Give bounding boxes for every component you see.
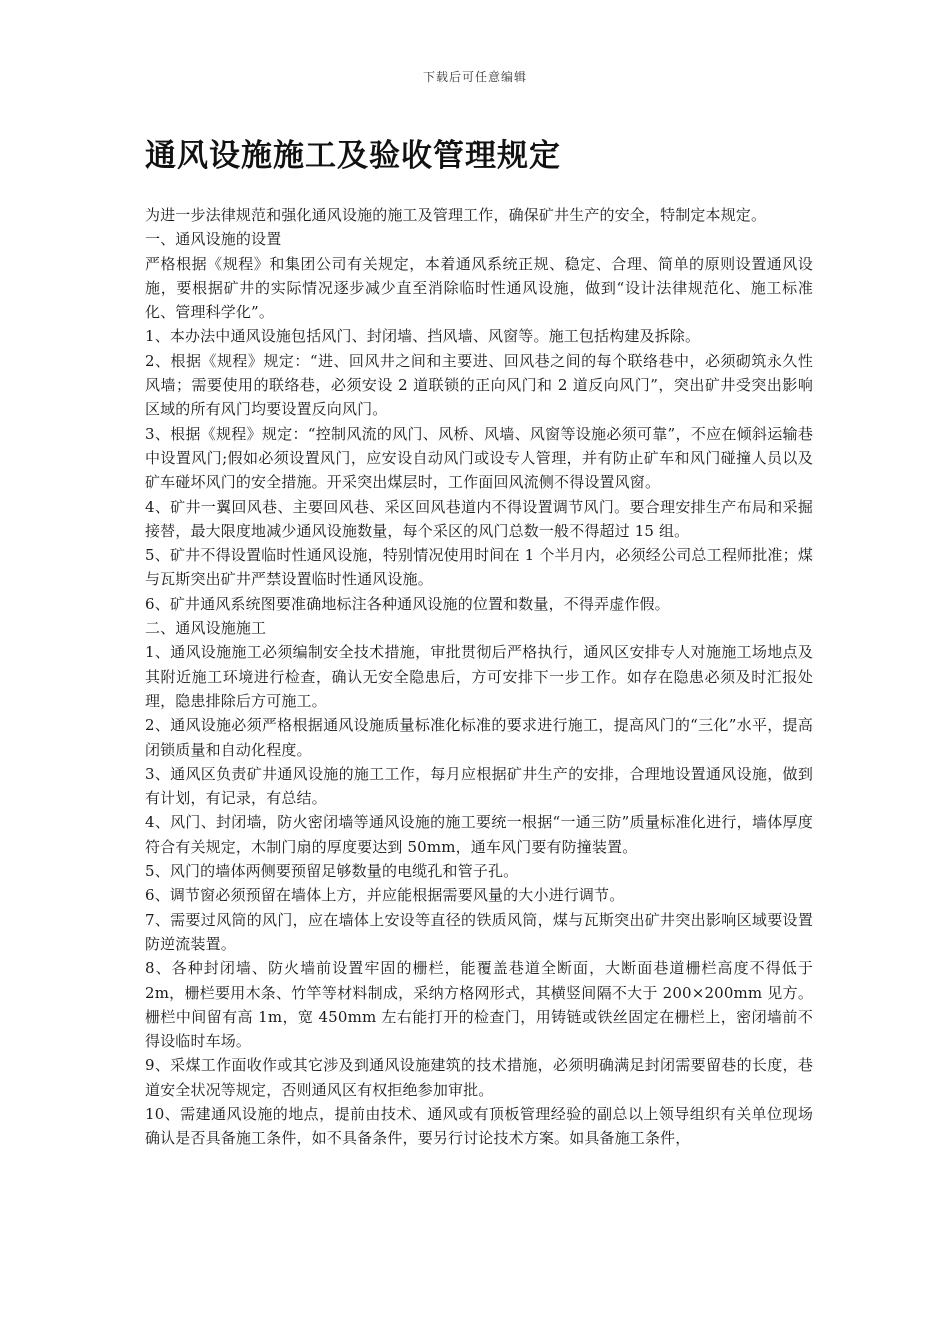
list-item: 2、根据《规程》规定：“进、回风井之间和主要进、回风巷之间的每个联络巷中，必须砌筑永久性风墙；需要使用的联络巷，必须安设 2 道联锁的正向风门和 2 道反向风门”，突出矿井受突出影响区域的所有风门均要设置反向风门。 (145, 351, 813, 419)
section-heading-1: 一、通风设施的设置 (145, 230, 282, 249)
list-item: 1、本办法中通风设施包括风门、封闭墙、挡风墙、风窗等。施工包括构建及拆除。 (145, 327, 701, 346)
intro-paragraph: 为进一步法律规范和强化通风设施的施工及管理工作，确保矿井生产的安全，特制定本规定。 (145, 206, 767, 224)
list-item: 6、调节窗必须预留在墙体上方，并应能根据需要风量的大小进行调节。 (145, 886, 625, 905)
list-item: 3、通风区负责矿井通风设施的施工工作，每月应根据矿井生产的安排，合理地设置通风设施，做到有计划，有记录，有总结。 (145, 764, 813, 808)
list-item: 4、风门、封闭墙，防火密闭墙等通风设施的施工要统一根据“一通三防”质量标准化进行，墙体厚度符合有关规定，木制门扇的厚度要达到 50mm，通车风门要有防撞装置。 (145, 813, 813, 856)
list-item: 5、风门的墙体两侧要预留足够数量的电缆孔和管子孔。 (145, 862, 519, 881)
list-item: 5、矿井不得设置临时性通风设施，特别情况使用时间在 1 个半月内，必须经公司总工程师批准；煤与瓦斯突出矿井严禁设置临时性通风设施。 (145, 546, 813, 589)
document-title: 通风设施施工及验收管理规定 (145, 138, 561, 174)
header-note: 下载后可任意编辑 (422, 70, 527, 84)
list-item: 3、根据《规程》规定：“控制风流的风门、风桥、风墙、风窗等设施必须可靠”，不应在倾斜运输巷中设置风门;假如必须设置风门，应安设自动风门或设专人管理，并有防止矿车和风门碰撞人员以及矿车碰坏风门的安全措施。开采突出煤层时，工作面回风流侧不得设置风窗。 (145, 424, 813, 492)
list-item: 6、矿井通风系统图要准确地标注各种通风设施的位置和数量，不得弄虚作假。 (145, 594, 670, 613)
list-item: 4、矿井一翼回风巷、主要回风巷、采区回风巷道内不得设置调节风门。要合理安排生产布局和采掘接替，最大限度地减少通风设施数量，每个采区的风门总数一般不得超过 15 组。 (145, 497, 813, 540)
list-item: 1、通风设施施工必须编制安全技术措施，审批贯彻后严格执行，通风区安排专人对施施工场地点及其附近施工环境进行检查，确认无安全隐患后，方可安排下一步工作。如存在隐患必须及时汇报处理，隐患排除后方可施工。 (145, 643, 813, 710)
list-item: 10、需建通风设施的地点，提前由技术、通风或有顶板管理经验的副总以上领导组织有关单位现场确认是否具备施工条件，如不具备条件，要另行讨论技术方案。如具备施工条件， (145, 1104, 813, 1148)
list-item: 9、采煤工作面收作或其它涉及到通风设施建筑的技术措施，必须明确满足封闭需要留巷的长度，巷道安全状况等规定，否则通风区有权拒绝参加审批。 (145, 1056, 813, 1099)
list-item: 2、通风设施必须严格根据通风设施质量标准化标准的要求进行施工，提高风门的“三化”水平，提高闭锁质量和自动化程度。 (145, 716, 813, 759)
section-heading-2: 二、通风设施施工 (145, 619, 267, 638)
paragraph: 严格根据《规程》和集团公司有关规定，本着通风系统正规、稳定、合理、简单的原则设置通风设施，要根据矿井的实际情况逐步减少直至消除临时性通风设施，做到“设计法律规范化、施工标准化、管理科学化”。 (145, 254, 813, 322)
list-item: 8、各种封闭墙、防火墙前设置牢固的栅栏，能覆盖巷道全断面，大断面巷道栅栏高度不得低于 2m，栅栏要用木条、竹竿等材料制成，采纳方格网形式，其横竖间隔不大于 200×200mm 见方。栅栏中间留有高 1m，宽 450mm 左右能打开的检查门，用铸链或铁丝固定在栅栏上，密闭墙前不得设临时车场。 (145, 959, 813, 1051)
list-item: 7、需要过风筒的风门，应在墙体上安设等直径的铁质风筒，煤与瓦斯突出矿井突出影响区域要设置防逆流装置。 (145, 910, 813, 953)
document-body (145, 203, 813, 1151)
